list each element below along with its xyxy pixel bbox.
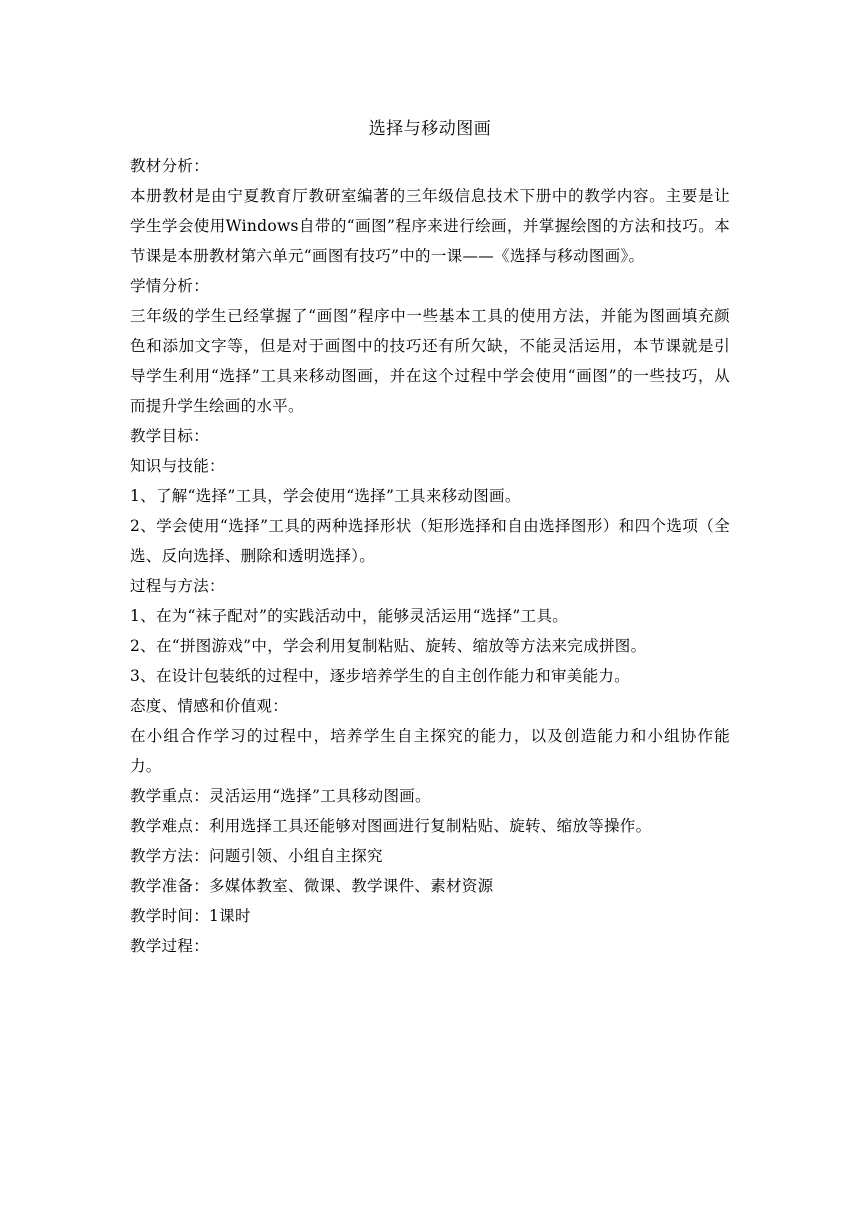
list-item-process-3: 3、在设计包装纸的过程中，逐步培养学生的自主创作能力和审美能力。 (130, 667, 630, 685)
list-item-process-2: 2、在“拼图游戏”中，学会利用复制粘贴、旋转、缩放等方法来完成拼图。 (130, 637, 647, 655)
paragraph-student-analysis: 三年级的学生已经掌握了“画图”程序中一些基本工具的使用方法，并能为图画填充颜色和添加文字等，但是对于画图中的技巧还有所欠缺，不能灵活运用，本节课就是引导学生利用“选择”工具来移动图画，并在这个过程中学会使用“画图”的一些技巧，从而提升学生绘画的水平。 (130, 307, 730, 415)
list-item-process-1: 1、在为“袜子配对”的实践活动中，能够灵活运用“选择”工具。 (130, 607, 569, 625)
teaching-method: 教学方法：问题引领、小组自主探究 (130, 847, 383, 865)
paragraph-attitude-values: 在小组合作学习的过程中，培养学生自主探究的能力，以及创造能力和小组协作能力。 (130, 727, 730, 775)
teaching-key-point: 教学重点：灵活运用“选择”工具移动图画。 (130, 787, 431, 805)
teaching-difficulty: 教学难点：利用选择工具还能够对图画进行复制粘贴、旋转、缩放等操作。 (130, 817, 652, 835)
heading-teaching-process: 教学过程： (130, 937, 210, 955)
paragraph-textbook-analysis: 本册教材是由宁夏教育厅教研室编著的三年级信息技术下册中的教学内容。主要是让学生学会使用Windows自带的“画图”程序来进行绘画，并掌握绘图的方法和技巧。本节课是本册教材第六单元“画图有技巧”中的一课——《选择与移动图画》。 (130, 187, 730, 265)
list-item-knowledge-1: 1、了解“选择”工具，学会使用“选择”工具来移动图画。 (130, 487, 521, 505)
heading-teaching-goals: 教学目标： (130, 427, 210, 445)
document-body (130, 151, 730, 961)
teaching-time: 教学时间：1课时 (130, 907, 251, 925)
heading-textbook-analysis: 教材分析： (130, 157, 210, 175)
list-item-knowledge-2: 2、学会使用“选择”工具的两种选择形状（矩形选择和自由选择图形）和四个选项（全选、反向选择、删除和透明选择）。 (130, 517, 730, 565)
heading-attitude-values: 态度、情感和价值观： (130, 697, 289, 715)
heading-student-analysis: 学情分析： (130, 277, 210, 295)
document-title: 选择与移动图画 (368, 119, 492, 139)
teaching-preparation: 教学准备：多媒体教室、微课、教学课件、素材资源 (130, 877, 494, 895)
heading-knowledge-skills: 知识与技能： (130, 457, 225, 475)
heading-process-methods: 过程与方法： (130, 577, 225, 595)
